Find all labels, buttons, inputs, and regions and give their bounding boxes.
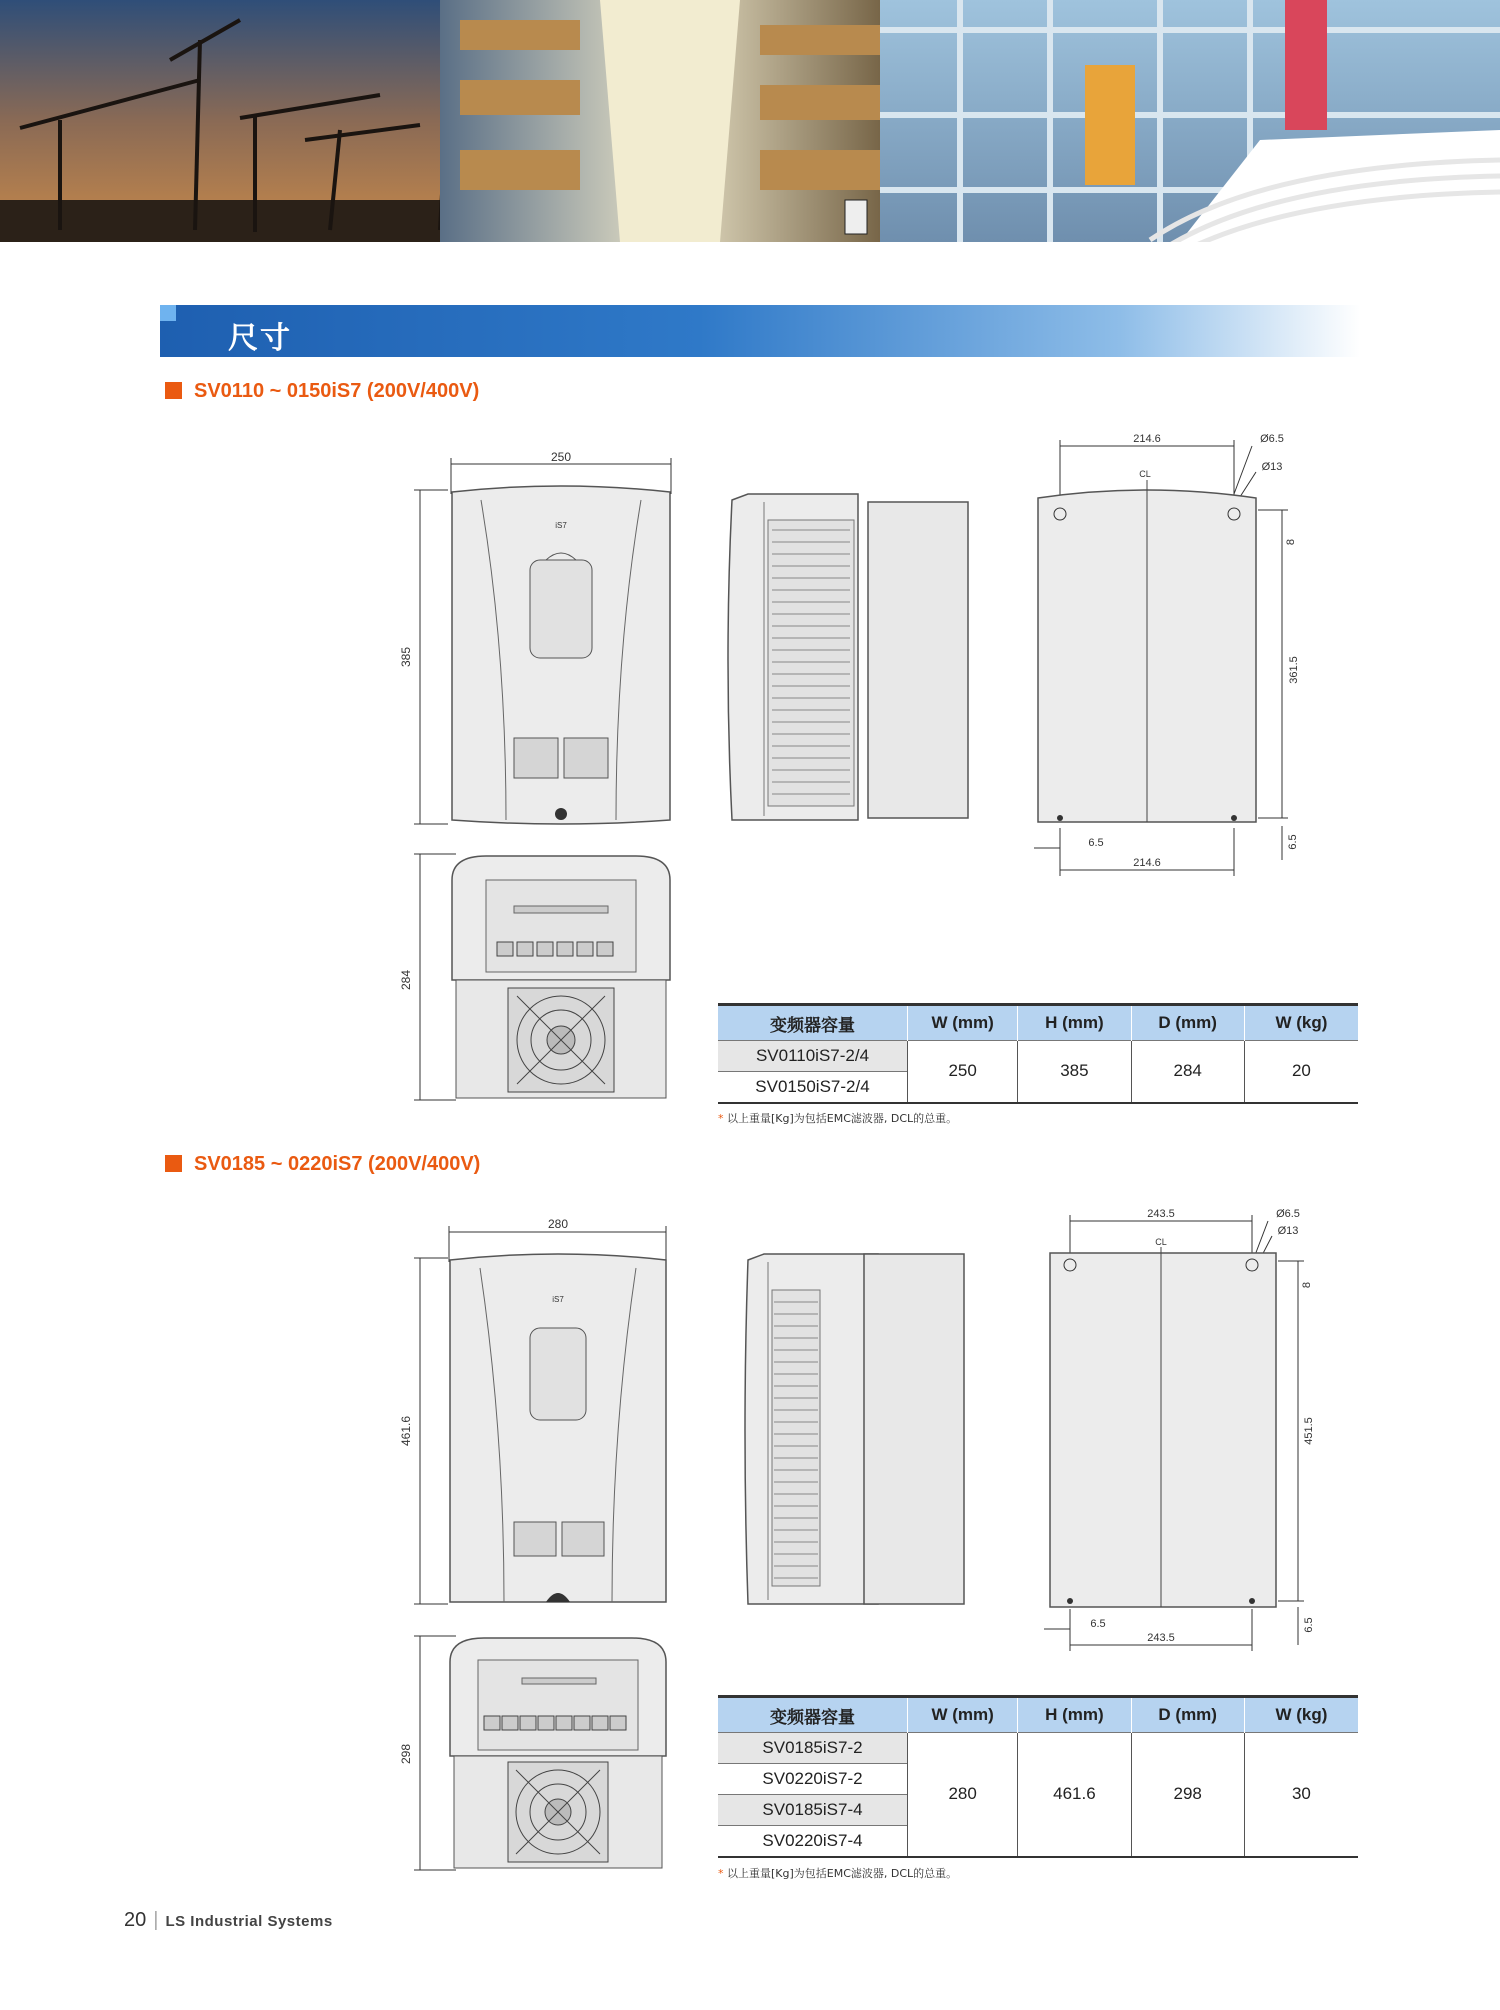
header-banner-photo [0, 0, 1500, 242]
table-row [718, 1733, 1358, 1764]
mount-bottom-width-label-2: 243.5 [1147, 1632, 1175, 1644]
mount-top-offset-label-2: 8 [1301, 1281, 1313, 1289]
front-view-drawing-1 [396, 450, 686, 830]
height-cell: 385 [1018, 1041, 1131, 1103]
page-footer [124, 1909, 333, 1932]
model-cell: SV0220iS7-4 [718, 1826, 907, 1857]
model-cell: SV0185iS7-4 [718, 1795, 907, 1826]
width-cell: 250 [907, 1041, 1017, 1103]
mounting-view-drawing-2 [1030, 1205, 1330, 1655]
section-title: 尺寸 [228, 321, 292, 356]
front-model-label-1: iS7 [555, 521, 567, 530]
subsection-title-2: SV0185 ~ 0220iS7 (200V/400V) [194, 1153, 481, 1175]
mounting-view-drawing-1 [1020, 430, 1320, 880]
front-width-label-2: 280 [547, 1217, 569, 1231]
note-asterisk: * [718, 1112, 724, 1125]
note-asterisk: * [718, 1867, 724, 1880]
column-header: D (mm) [1131, 1005, 1244, 1041]
mount-left-offset-label-1: 6.5 [1088, 837, 1104, 849]
front-view-drawing-2 [396, 1210, 686, 1610]
model-cell: SV0220iS7-2 [718, 1764, 907, 1795]
mount-top-width-label-2: 243.5 [1147, 1208, 1175, 1220]
model-cell: SV0185iS7-2 [718, 1733, 907, 1764]
column-header: W (kg) [1244, 1697, 1358, 1733]
column-header: D (mm) [1131, 1697, 1244, 1733]
front-model-label-2: iS7 [552, 1295, 564, 1304]
column-header: 变频器容量 [718, 1697, 907, 1733]
side-view-drawing-2 [738, 1250, 978, 1610]
depth-cell: 298 [1131, 1733, 1244, 1857]
column-header: H (mm) [1018, 1005, 1131, 1041]
subsection-title-1: SV0110 ~ 0150iS7 (200V/400V) [194, 380, 480, 402]
weight-note-1 [718, 1110, 957, 1126]
section-header-dimensions [160, 305, 1360, 357]
section-header-bar [160, 305, 1360, 357]
mount-height-label-1: 361.5 [1288, 656, 1300, 684]
mount-bottom-width-label-1: 214.6 [1133, 857, 1161, 869]
mount-bottom-offset-label-2: 6.5 [1303, 1617, 1315, 1633]
subsection-heading-2 [165, 1153, 480, 1176]
column-header: H (mm) [1018, 1697, 1131, 1733]
height-cell: 461.6 [1018, 1733, 1131, 1857]
spec-table-1 [718, 1003, 1358, 1104]
hole-diameter-label-1b: Ø13 [1261, 461, 1283, 473]
column-header: W (mm) [907, 1697, 1017, 1733]
hole-diameter-label-1a: Ø6.5 [1260, 433, 1284, 445]
hole-diameter-label-2a: Ø6.5 [1276, 1208, 1300, 1220]
mount-top-offset-label-1: 8 [1285, 538, 1297, 546]
weight-note-text-1: 以上重量[Kg]为包括EMC滤波器, DCL的总重。 [727, 1112, 958, 1125]
section-header-marker [160, 305, 176, 321]
model-cell: SV0110iS7-2/4 [718, 1041, 907, 1072]
spec-table-header-1 [718, 1005, 1358, 1041]
mount-bottom-offset-label-1: 6.5 [1287, 834, 1299, 850]
weight-note-text-2: 以上重量[Kg]为包括EMC滤波器, DCL的总重。 [727, 1867, 958, 1880]
weight-cell: 30 [1244, 1733, 1358, 1857]
centerline-label-2: CL [1155, 1237, 1167, 1247]
mount-height-label-2: 451.5 [1303, 1417, 1315, 1445]
column-header: W (kg) [1244, 1005, 1358, 1041]
hole-diameter-label-2b: Ø13 [1277, 1225, 1299, 1237]
footer-brand: LS Industrial Systems [165, 1913, 333, 1930]
column-header: W (mm) [907, 1005, 1017, 1041]
bottom-depth-label-2: 298 [399, 1743, 413, 1765]
orange-square-icon [165, 1155, 182, 1172]
width-cell: 280 [907, 1733, 1017, 1857]
side-view-drawing-1 [718, 490, 988, 830]
bottom-view-drawing-2 [396, 1630, 686, 1890]
spec-table-2 [718, 1695, 1358, 1858]
front-height-label-1: 385 [399, 646, 413, 668]
page-number: 20 [124, 1909, 147, 1931]
mount-left-offset-label-2: 6.5 [1090, 1618, 1106, 1630]
column-header: 变频器容量 [718, 1005, 907, 1041]
mount-top-width-label-1: 214.6 [1133, 433, 1161, 445]
front-width-label-1: 250 [550, 450, 572, 464]
weight-cell: 20 [1244, 1041, 1358, 1103]
model-cell: SV0150iS7-2/4 [718, 1072, 907, 1103]
centerline-label-1: CL [1139, 469, 1151, 479]
spec-table-header-2 [718, 1697, 1358, 1733]
table-row [718, 1041, 1358, 1072]
bottom-view-drawing-1 [396, 850, 686, 1110]
bottom-depth-label-1: 284 [399, 969, 413, 991]
depth-cell: 284 [1131, 1041, 1244, 1103]
weight-note-2 [718, 1865, 957, 1881]
subsection-heading-1 [165, 380, 479, 403]
footer-separator: | [153, 1909, 159, 1931]
orange-square-icon [165, 382, 182, 399]
front-height-label-2: 461.6 [399, 1415, 413, 1447]
